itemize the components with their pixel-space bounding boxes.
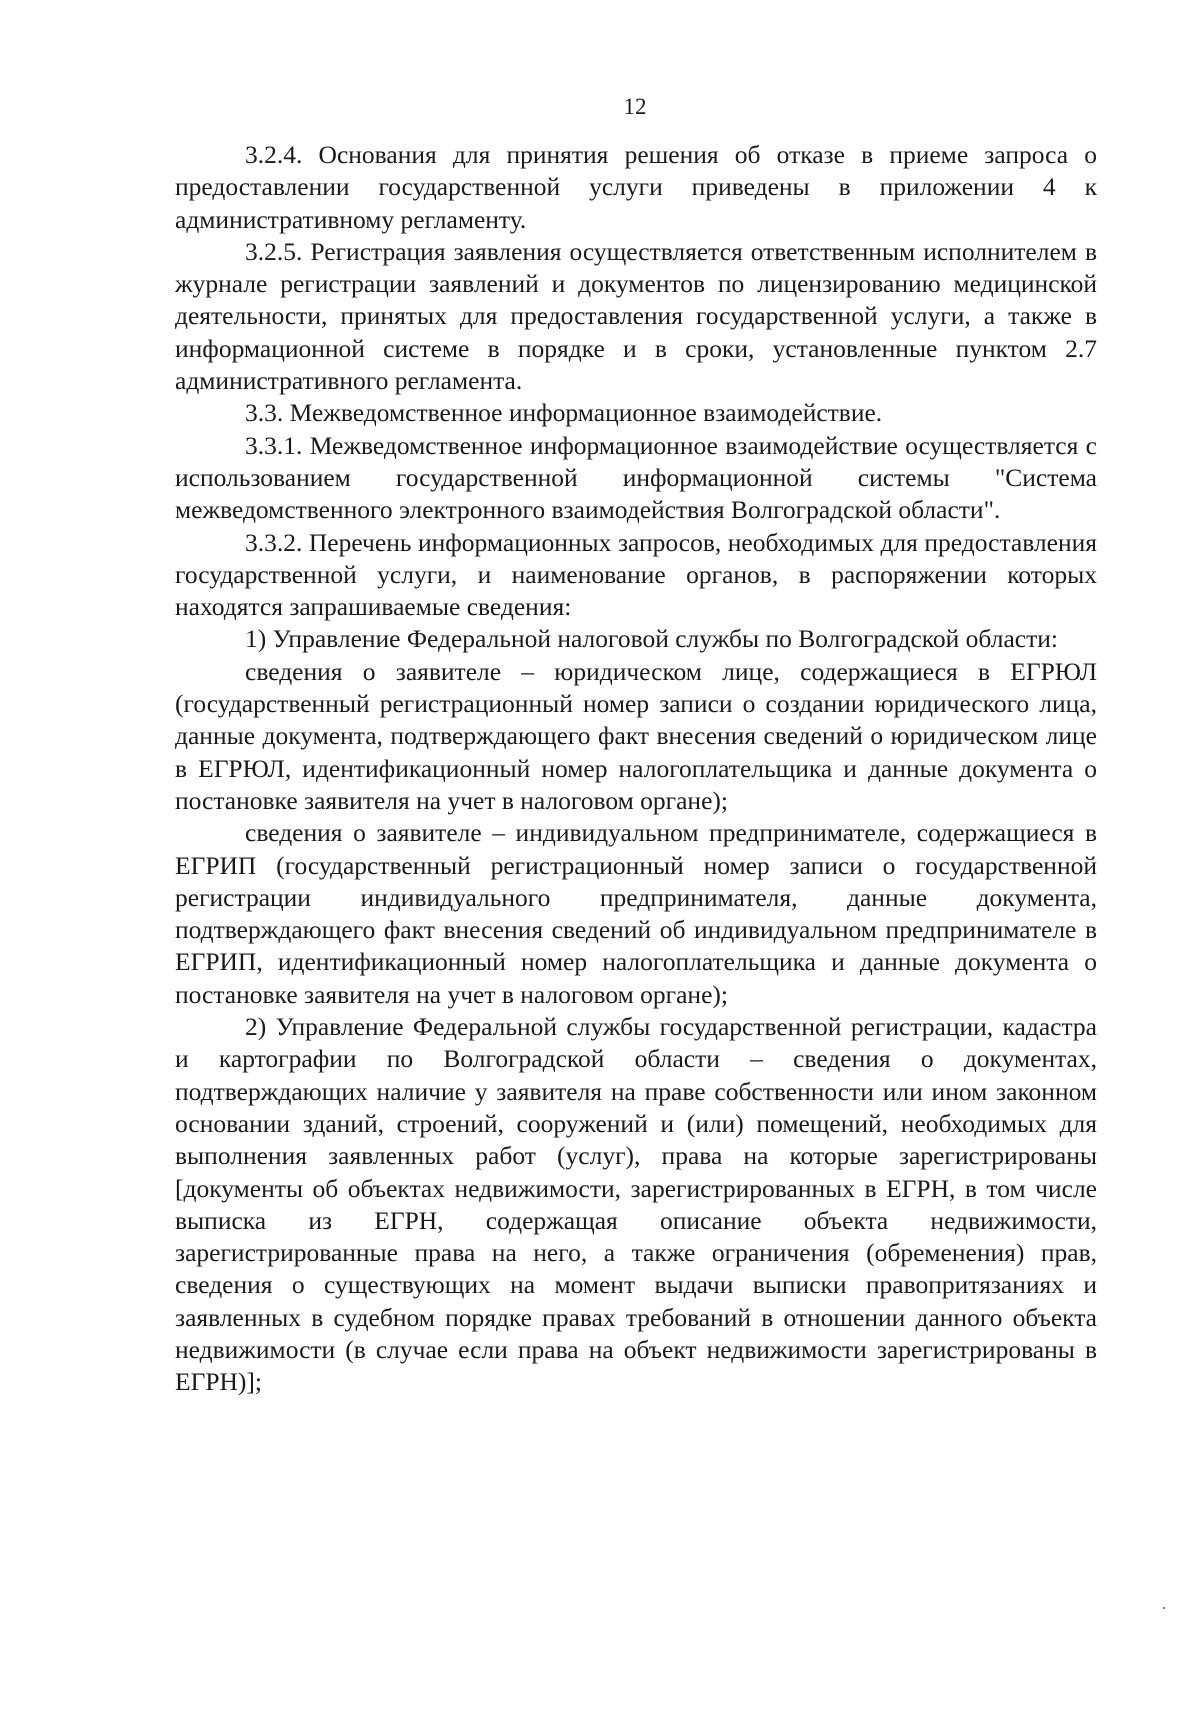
list-item-1-entrepreneur: сведения о заявителе – индивидуальном предпринимателе, содержащиеся в ЕГРИП (государственный регистрационный номер записи о государственной регистрации индивидуального предпринимателя, данные документа, подтверждающего факт внесения сведений об индивидуальном предпринимателе в ЕГРИП, идентификационный номер налогоплательщика и данные документа о постановке заявителя на учет в налоговом органе);	[175, 818, 1097, 1009]
paragraph-3-2-4: 3.2.4. Основания для принятия решения об отказе в приеме запроса о предоставлении государственной услуги приведены в приложении 4 к административному регламенту.	[175, 140, 1097, 234]
scan-speck	[1163, 1607, 1165, 1609]
page-number: 12	[623, 94, 647, 119]
paragraph-3-3: 3.3. Межведомственное информационное взаимодействие.	[245, 398, 883, 428]
list-item-2: 2) Управление Федеральной службы государственной регистрации, кадастра и картографии по Волгоградской области – сведения о документах, подтверждающих наличие у заявителя на праве собственности или ином законном основании зданий, строений, сооружений и (или) помещений, необходимых для выполнения заявленных работ (услуг), права на которые зарегистрированы [документы об объектах недвижимости, зарегистрированных в ЕГРН, в том числе выписка из ЕГРН, содержащая описание объекта недвижимости, зарегистрированные права на него, а также ограничения (обременения) прав, сведения о существующих на момент выдачи выписки правопритязаниях и заявленных в судебном порядке правах требований в отношении данного объекта недвижимости (в случае если права на объект недвижимости зарегистрированы в ЕГРН)];	[175, 1012, 1097, 1397]
list-item-1: 1) Управление Федеральной налоговой службы по Волгоградской области:	[245, 624, 1058, 654]
paragraph-3-3-2: 3.3.2. Перечень информационных запросов, необходимых для предоставления государственной услуги, и наименование органов, в распоряжении которых находятся запрашиваемые сведения:	[175, 527, 1097, 622]
paragraph-3-2-5: 3.2.5. Регистрация заявления осуществляется ответственным исполнителем в журнале регистрации заявлений и документов по лицензированию медицинской деятельности, принятых для предоставления государственной услуги, а также в информационной системе в порядке и в сроки, установленные пунктом 2.7 административного регламента.	[175, 236, 1097, 396]
list-item-1-legal-entity: сведения о заявителе – юридическом лице, содержащиеся в ЕГРЮЛ (государственный регистрационный номер записи о создании юридического лица, данные документа, подтверждающего факт внесения сведений о юридическом лице в ЕГРЮЛ, идентификационный номер налогоплательщика и данные документа о постановке заявителя на учет в налоговом органе);	[175, 656, 1097, 815]
document-body	[175, 139, 1097, 1399]
paragraph-3-3-1: 3.3.1. Межведомственное информационное взаимодействие осуществляется с использованием государственной информационной системы "Система межведомственного электронного взаимодействия Волгоградской области".	[175, 430, 1097, 525]
